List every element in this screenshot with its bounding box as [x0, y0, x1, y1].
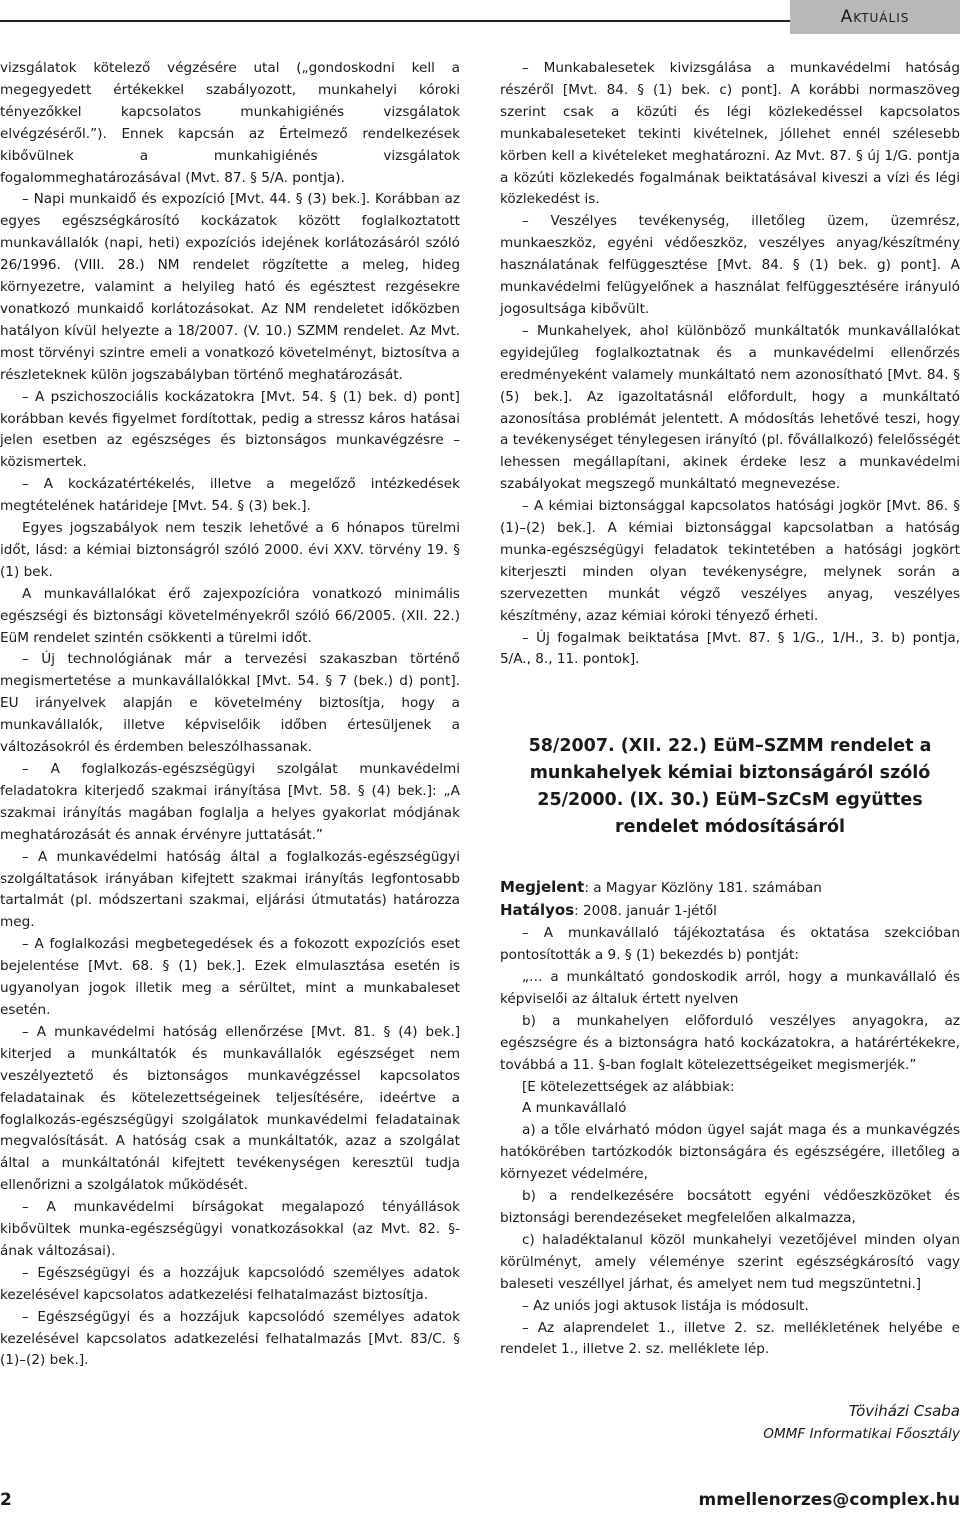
- effective-value: : 2008. január 1-jétől: [574, 903, 717, 920]
- published-value: : a Magyar Közlöny 181. számában: [584, 880, 822, 897]
- paragraph: – Új fogalmak beiktatása [Mvt. 87. § 1/G., 1/H., 3. b) pontja, 5/A., 8., 11. pontok].: [500, 629, 960, 668]
- effective-label: Hatályos: [500, 901, 575, 920]
- paragraph: – Napi munkaidő és expozíció [Mvt. 44. § (3) bek.]. Korábban az egyes egészségkárosító kockázatok között foglalkoztatott munkavállalók (napi, heti) expozíciós idejének korlátozásáról szóló 26/1996. (VIII. 28.) NM rendelet rögzítette a meleg, hideg környezetre, valamint a helyileg ható és egésztest rezgésekre vonatkozó munkaidő korlátozásokat. Az NM rendeletet időközben hatályon kívül helyezte a 18/2007. (V. 10.) SZMM rendelet. Az Mvt. most törvényi szintre emeli a vonatkozó követelményt, biztosítva a részleteknek külön jogszabályban történő meghatározását.: [0, 191, 460, 383]
- paragraph: – A munkavédelmi hatóság által a foglalkozás-egészségügyi szolgáltatások irányában kifejtett szakmai irányítás legfontosabb tartalmát (pl. módszertani szakmai, eljárási útmutatás) határozza meg.: [0, 848, 460, 931]
- paragraph: – A munkavállaló tájékoztatása és oktatása szekcióban pontosították a 9. § (1) bekezdés b) pontját:: [500, 925, 960, 964]
- site-link[interactable]: mmellenorzes@complex.hu: [698, 1490, 960, 1510]
- paragraph: – Egészségügyi és a hozzájuk kapcsolódó személyes adatok kezelésével kapcsolatos adatkezelési felhatalmazást biztosítja.: [0, 1264, 460, 1303]
- paragraph: – A kockázatértékelés, illetve a megelőző intézkedések megtételének határideje [Mvt. 54. § (3) bek.].: [0, 476, 460, 515]
- paragraph: A munkavállalókat érő zajexpozícióra vonatkozó minimális egészségi és biztonsági követelményekről szóló 66/2005. (XII. 22.) EüM rendelet szintén csökkenti a türelmi időt.: [0, 585, 460, 646]
- author-org: OMMF Informatikai Főosztály: [763, 1426, 960, 1443]
- paragraph: – Munkabalesetek kivizsgálása a munkavédelmi hatóság részéről [Mvt. 84. § (1) bek. c) pont]. A korábbi normaszöveg szerint csak a közúti és légi közlekedéssel kapcsolatos munkabaleseteket tekinti kivételnek, jóllehet ennél szélesebb körben kell a kivételeket meghatározni. Az Mvt. 87. § új 1/G. pontja a közúti közlekedés fogalmának beiktatásával kiveszi a vízi és légi közlekedést is.: [500, 60, 960, 208]
- paragraph: – Az uniós jogi aktusok listája is módosult.: [522, 1297, 809, 1314]
- left-column: [0, 58, 460, 1372]
- paragraph: – Új technológiának már a tervezési szakaszban történő megismertetése a munkavállalókkal [Mvt. 54. § 7 (bek.) d) pont]. EU irányelvek alapján e követelmény biztosítja, hogy a munkavállalók, illetve képviselőik időben értesüljenek a változásokról és érdemben beleszólhassanak.: [0, 651, 460, 756]
- paragraph: vizsgálatok kötelező végzésére utal („gondoskodni kell a megegyedett értékekkel szabályozott, munkahelyi kóroki tényezőkkel kapcsolatos munkahigiénés vizsgálatok elvégzéséről.”). Ennek kapcsán az Értelmező rendelkezések kibővülnek a munkahigiénés vizsgálatok fogalommeghatározásával (Mvt. 87. § 5/A. pontja).: [0, 60, 460, 186]
- paragraph: – A kémiai biztonsággal kapcsolatos hatósági jogkör [Mvt. 86. § (1)–(2) bek.]. A kémiai biztonsággal kapcsolatban a hatóság munka-egészségügyi feladatok tekintetében a hatósági jogkört kiterjeszti minden olyan tevékenységre, melynek során a szervezetten munkát végző veszélyes anyag, veszélyes készítmény, azaz kémiai kóroki tényező érheti.: [500, 498, 960, 624]
- paragraph: – Munkahelyek, ahol különböző munkáltatók munkavállalókat egyidejűleg foglalkoztatnak és a munkavédelmi ellenőrzés eredményeként valamely munkáltató nem azonosítható [Mvt. 84. § (5) bek.]. Az igazoltatásnál előfordult, hogy a munkáltató azonosítása problémát jelentett. A módosítás lehetővé teszi, hogy a tevékenységet ténylegesen irányító (pl. fővállalkozó) felelősségét lehessen megállapítani, akinek érdeke lesz a munkavédelmi szabályokat megszegő munkáltató megnevezése.: [500, 322, 960, 493]
- paragraph: a) a tőle elvárható módon ügyel saját maga és a munkavégzés hatókörében tartózkodók biztonságára és egészségére, illetőleg a környezet védelmére,: [500, 1122, 960, 1183]
- paragraph: „… a munkáltató gondoskodik arról, hogy a munkavállaló és képviselői az általuk értett nyelven: [500, 969, 960, 1007]
- paragraph: – Egészségügyi és a hozzájuk kapcsolódó személyes adatok kezelésével kapcsolatos adatkezelési felhatalmazás [Mvt. 83/C. § (1)–(2) bek.].: [0, 1308, 460, 1369]
- paragraph: – A foglalkozási megbetegedések és a fokozott expozíciós eset bejelentése [Mvt. 68. § (1) bek.]. Ezek elmulasztása esetén is ugyanolyan jogok illetik meg a sérültet, mint a munkabaleset esetén.: [0, 936, 460, 1018]
- paragraph: – Veszélyes tevékenység, illetőleg üzem, üzemrész, munkaeszköz, egyéni védőeszköz, veszélyes anyag/készítmény használatának felfüggesztése [Mvt. 84. § (1) bek. g) pont]. A munkavédelmi felügyelőnek a használat felfüggesztésére irányuló jogosultsága kibővült.: [500, 213, 960, 317]
- paragraph: – A munkavédelmi hatóság ellenőrzése [Mvt. 81. § (4) bek.] kiterjed a munkáltatók és munkavállalók egészséget nem veszélyeztető és biztonságos munkavégzéssel kapcsolatos feladatainak és kötelezettségeinek teljesítésére, ideértve a foglalkozás-egészségügyi szolgálatok munkavédelmi feladatainak megvalósítását. A hatóság csak a munkáltatók, azaz a szolgálat által a munkáltatónál kifejtett tevékenységen keresztül tudja ellenőrizni a szolgálatok működését.: [0, 1023, 460, 1194]
- footer: [0, 1490, 960, 1514]
- paragraph: b) a munkahelyen előforduló veszélyes anyagokra, az egészségre és a biztonságra ható kockázatokra, a határértékekre, továbbá a 11. §-ban foglalt kötelezettségeiket megismerjék.”: [500, 1012, 960, 1073]
- paragraph: – A pszichoszociális kockázatokra [Mvt. 54. § (1) bek. d) pont] korábban kevés figyelmet fordítottak, pedig a stressz káros hatásai jelen esetben az egészséges és biztonságos munkavégzésre – közismertek.: [0, 388, 460, 471]
- paragraph: Egyes jogszabályok nem teszik lehetővé a 6 hónapos türelmi időt, lásd: a kémiai biztonságról szóló 2000. évi XXV. törvény 19. § (1) bek.: [0, 520, 460, 580]
- published-label: Megjelent: [500, 878, 585, 897]
- right-column: [500, 58, 960, 1445]
- paragraph: – Az alaprendelet 1., illetve 2. sz. mellékletének helyébe e rendelet 1., illetve 2. sz. melléklete lép.: [500, 1319, 960, 1358]
- paragraph: b) a rendelkezésére bocsátott egyéni védőeszközöket és biztonsági berendezéseket megfelelően alkalmazza,: [500, 1188, 960, 1226]
- paragraph: – A munkavédelmi bírságokat megalapozó tényállások kibővültek munka-egészségügyi vonatkozásokkal (az Mvt. 82. §-ának változásai).: [0, 1199, 460, 1259]
- effective-line: [500, 900, 960, 923]
- paragraph: A munkavállaló: [522, 1100, 627, 1117]
- paragraph: [E kötelezettségek az alábbiak:: [522, 1078, 735, 1095]
- article-title: 58/2007. (XII. 22.) EüM–SZMM rendelet a munkahelyek kémiai biztonságáról szóló 25/2000. (IX. 30.) EüM–SzCsM együttes rendelet módosításáról: [528, 736, 932, 838]
- paragraph: – A foglalkozás-egészségügyi szolgálat munkavédelmi feladatokra kiterjedő szakmai irányítása [Mvt. 58. § (4) bek.]: „A szakmai irányítás magában foglalja a helyes gyakorlat módjának meghatározását és annak érvényre juttatását.”: [0, 761, 460, 843]
- author-name: Töviházi Csaba: [848, 1402, 960, 1421]
- section-tab: Aktuális: [790, 0, 960, 34]
- paragraph: c) haladéktalanul közöl munkahelyi vezetőjével minden olyan körülményt, amely véleménye szerint egészségkárosító vagy baleseti veszéllyel járhat, és amelyet nem tud megszüntetni.]: [500, 1231, 960, 1292]
- published-line: [500, 877, 960, 900]
- author-block: [500, 1399, 960, 1445]
- page-number: 2: [0, 1490, 12, 1510]
